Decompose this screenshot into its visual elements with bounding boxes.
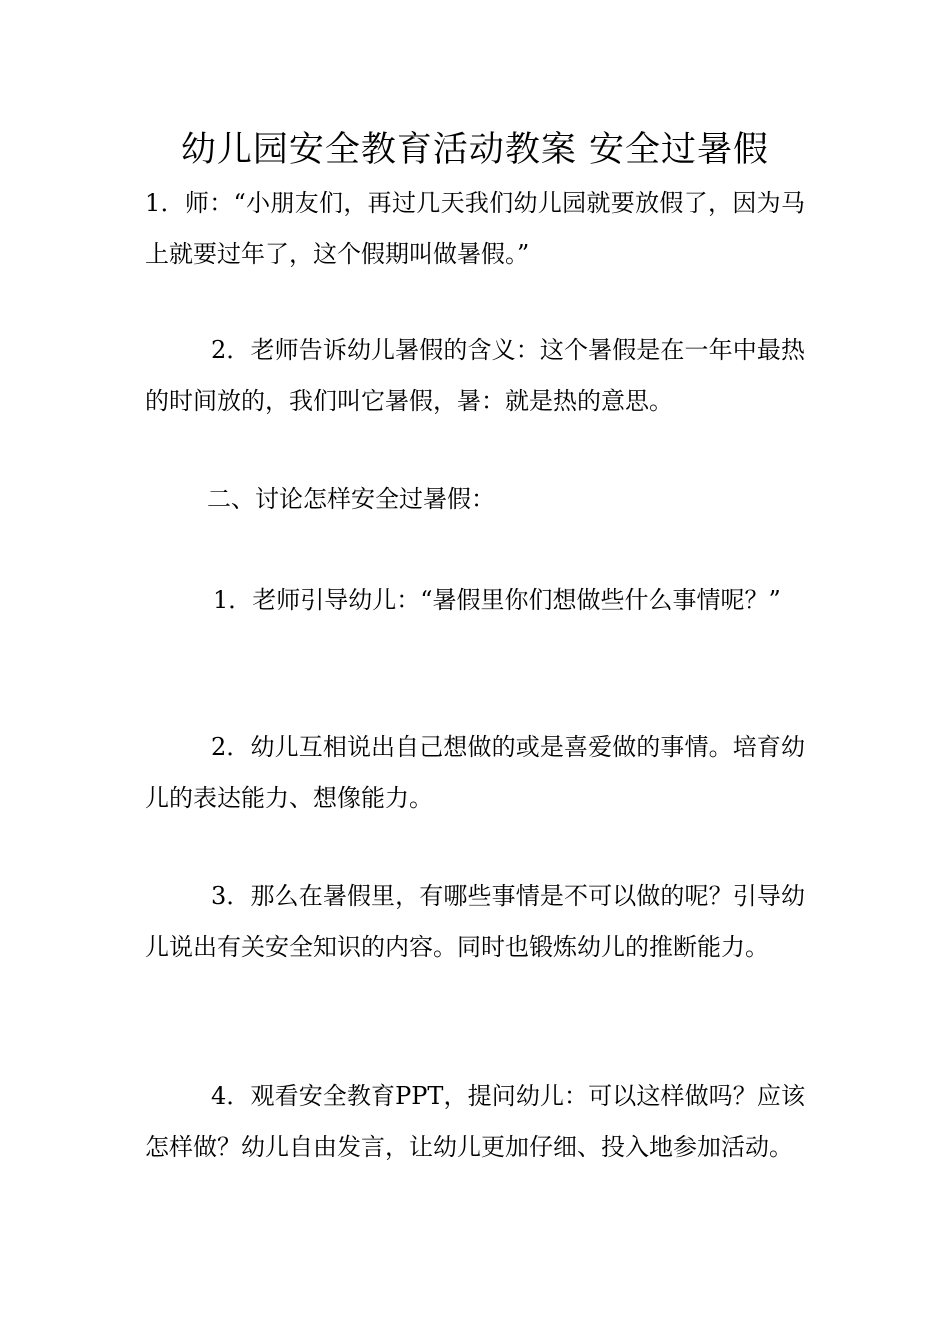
document-title: 幼儿园安全教育活动教案 安全过暑假: [180, 130, 770, 170]
paragraph-watch-ppt: 4．观看安全教育PPT，提问幼儿：可以这样做吗？应该怎样做？幼儿自由发言，让幼儿更加仔细、投入地参加活动。: [145, 1082, 805, 1161]
section-heading-discussion: 二、讨论怎样安全过暑假：: [207, 485, 495, 513]
paragraph-summer-meaning: 2．老师告诉幼儿暑假的含义：这个暑假是在一年中最热的时间放的，我们叫它暑假，暑：就是热的意思。: [145, 336, 805, 415]
paragraph-children-share: 2．幼儿互相说出自己想做的或是喜爱做的事情。培育幼儿的表达能力、想像能力。: [145, 733, 805, 812]
paragraph-teacher-guides: 1．老师引导幼儿：“暑假里你们想做些什么事情呢？”: [213, 586, 781, 614]
paragraph-unsafe-things: 3．那么在暑假里，有哪些事情是不可以做的呢？引导幼儿说出有关安全知识的内容。同时也锻炼幼儿的推断能力。: [145, 882, 805, 961]
paragraph-intro-teacher-speech: 1．师：“小朋友们，再过几天我们幼儿园就要放假了，因为马上就要过年了，这个假期叫做暑假。”: [145, 189, 805, 268]
